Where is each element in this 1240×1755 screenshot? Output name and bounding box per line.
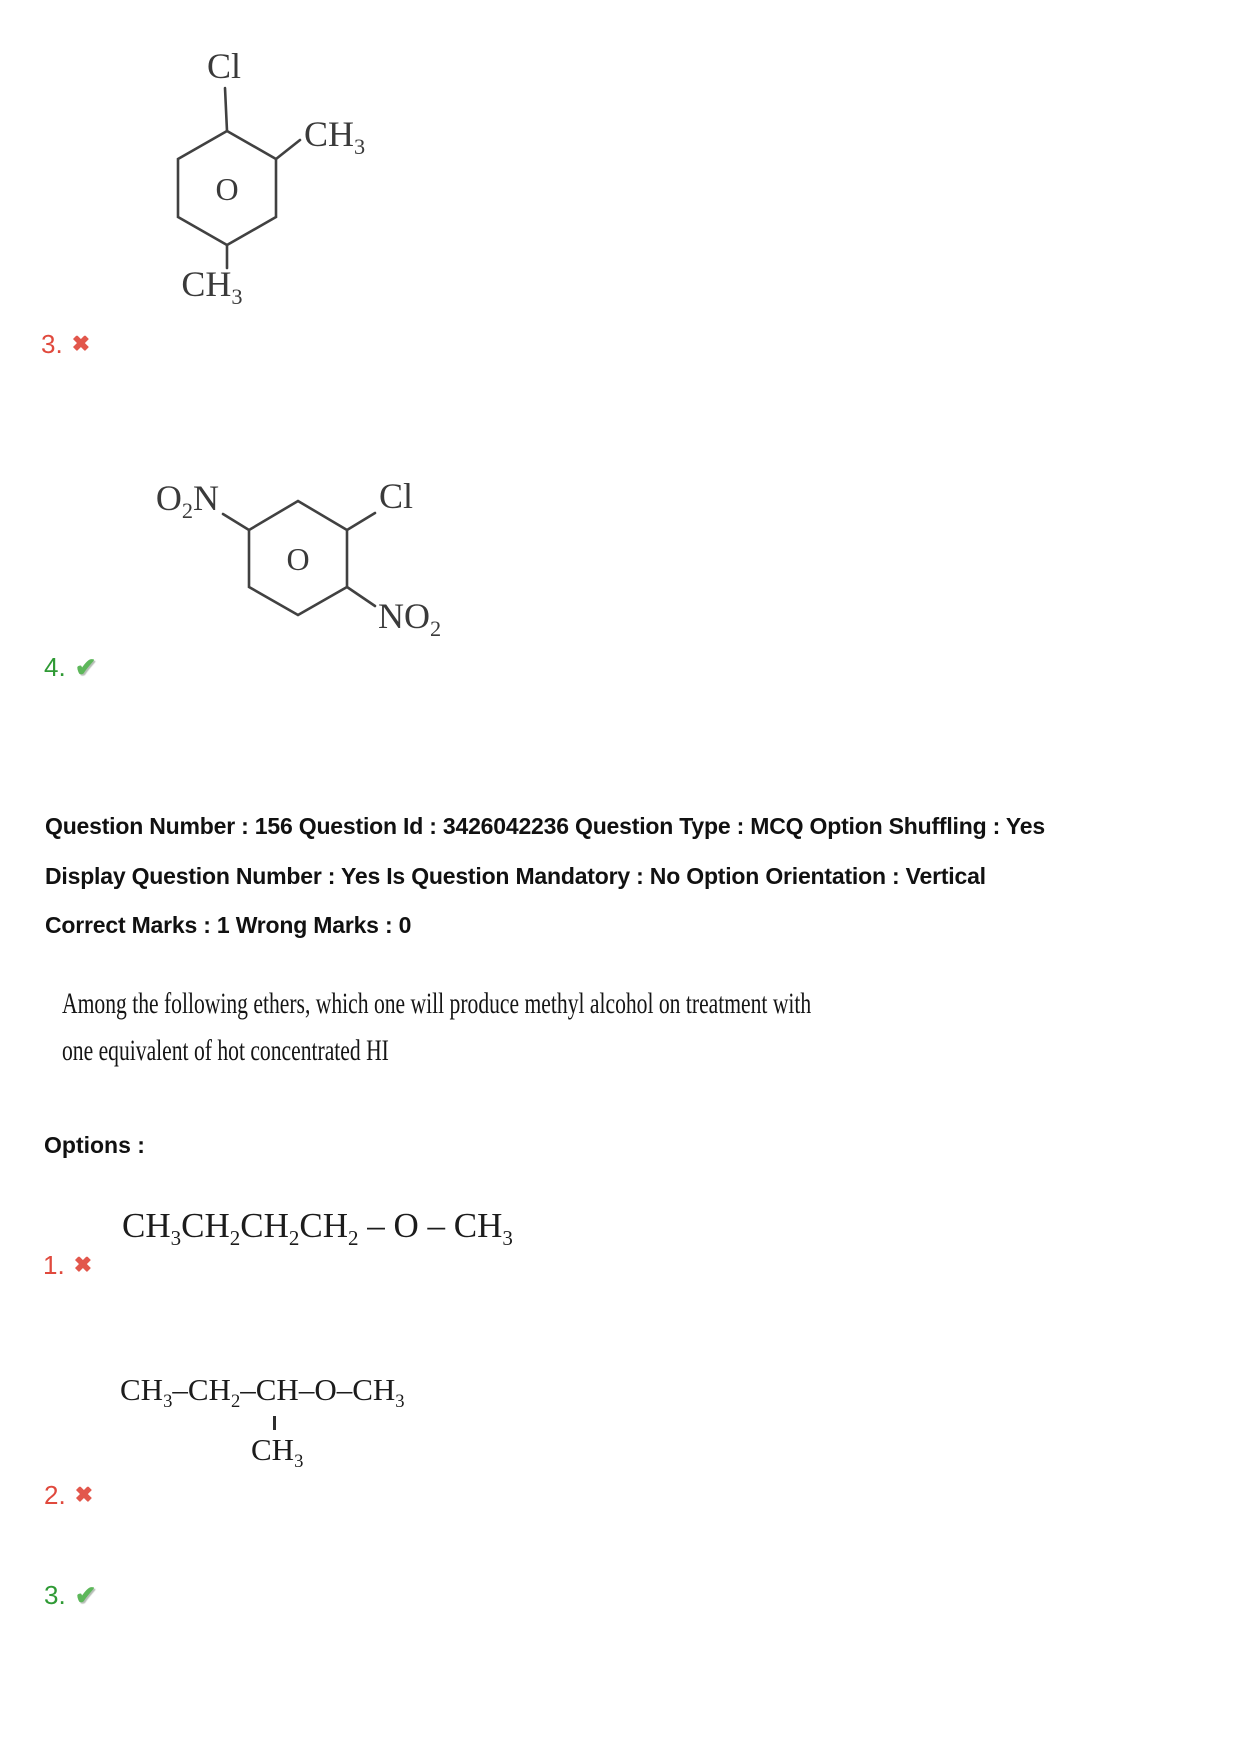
cross-icon: ✖ [71,331,91,356]
ring-oxygen-label: O [215,171,239,207]
question-text-line-1: Among the following ethers, which one will produce methyl alcohol on treatment with [62,987,812,1020]
option3-result-row [41,331,90,357]
bond-upper-right [276,140,300,159]
option-number: 2. [44,1480,66,1510]
options-label: Options : [44,1132,145,1158]
question-text-line-2: one equivalent of hot concentrated HI [62,1034,389,1067]
option4-result-row [44,654,96,680]
bond-upper-left [223,514,249,530]
bond-top [225,88,227,131]
substituent-ch3-bottom-label: $CH_3$ [181,264,243,309]
cross-icon: ✖ [73,1252,93,1277]
option2-structure-block [120,1372,440,1482]
option-number: 3. [41,329,63,359]
metadata-line-2: Display Question Number : Yes Is Question Mandatory : No Option Orientation : Vertical [45,862,986,889]
bond-lower-right [347,587,375,606]
option3-result-row-q156 [44,1582,96,1608]
substituent-cl-label: Cl [206,46,242,86]
question-text [62,980,811,1074]
check-icon: ✔ [74,1580,97,1610]
substituent-no2-label: $NO_2$ [378,596,442,641]
branch-bond [273,1416,276,1430]
ring-oxygen-label: O [286,541,310,577]
option3-chemical-structure [112,28,372,328]
option-number: 1. [43,1250,65,1280]
check-icon: ✔ [74,652,97,682]
option2-formula-main: $CH_3-CH_2-CH-O-CH_3$ [120,1372,405,1413]
metadata-line-1: Question Number : 156 Question Id : 3426042236 Question Type : MCQ Option Shuffling : Yes [45,813,1045,839]
option4-chemical-structure [126,438,476,683]
substituent-o2n-label: $O_2N$ [155,478,219,523]
substituent-cl-label: Cl [379,476,414,516]
option2-branch-ch3: $CH_3$ [251,1432,304,1473]
option1-result-row [43,1252,92,1278]
option-number: 4. [44,652,66,682]
metadata-line-3: Correct Marks : 1 Wrong Marks : 0 [45,912,412,938]
option2-result-row [44,1482,93,1508]
substituent-ch3-upper-right-label: $CH_3$ [304,114,366,159]
question-metadata [45,802,1045,951]
cross-icon: ✖ [74,1482,94,1507]
option1-formula: $CH_3CH_2CH_2CH_2$ – O – $CH_3$ [122,1206,513,1250]
option-number: 3. [44,1580,66,1610]
bond-upper-right [347,513,375,530]
